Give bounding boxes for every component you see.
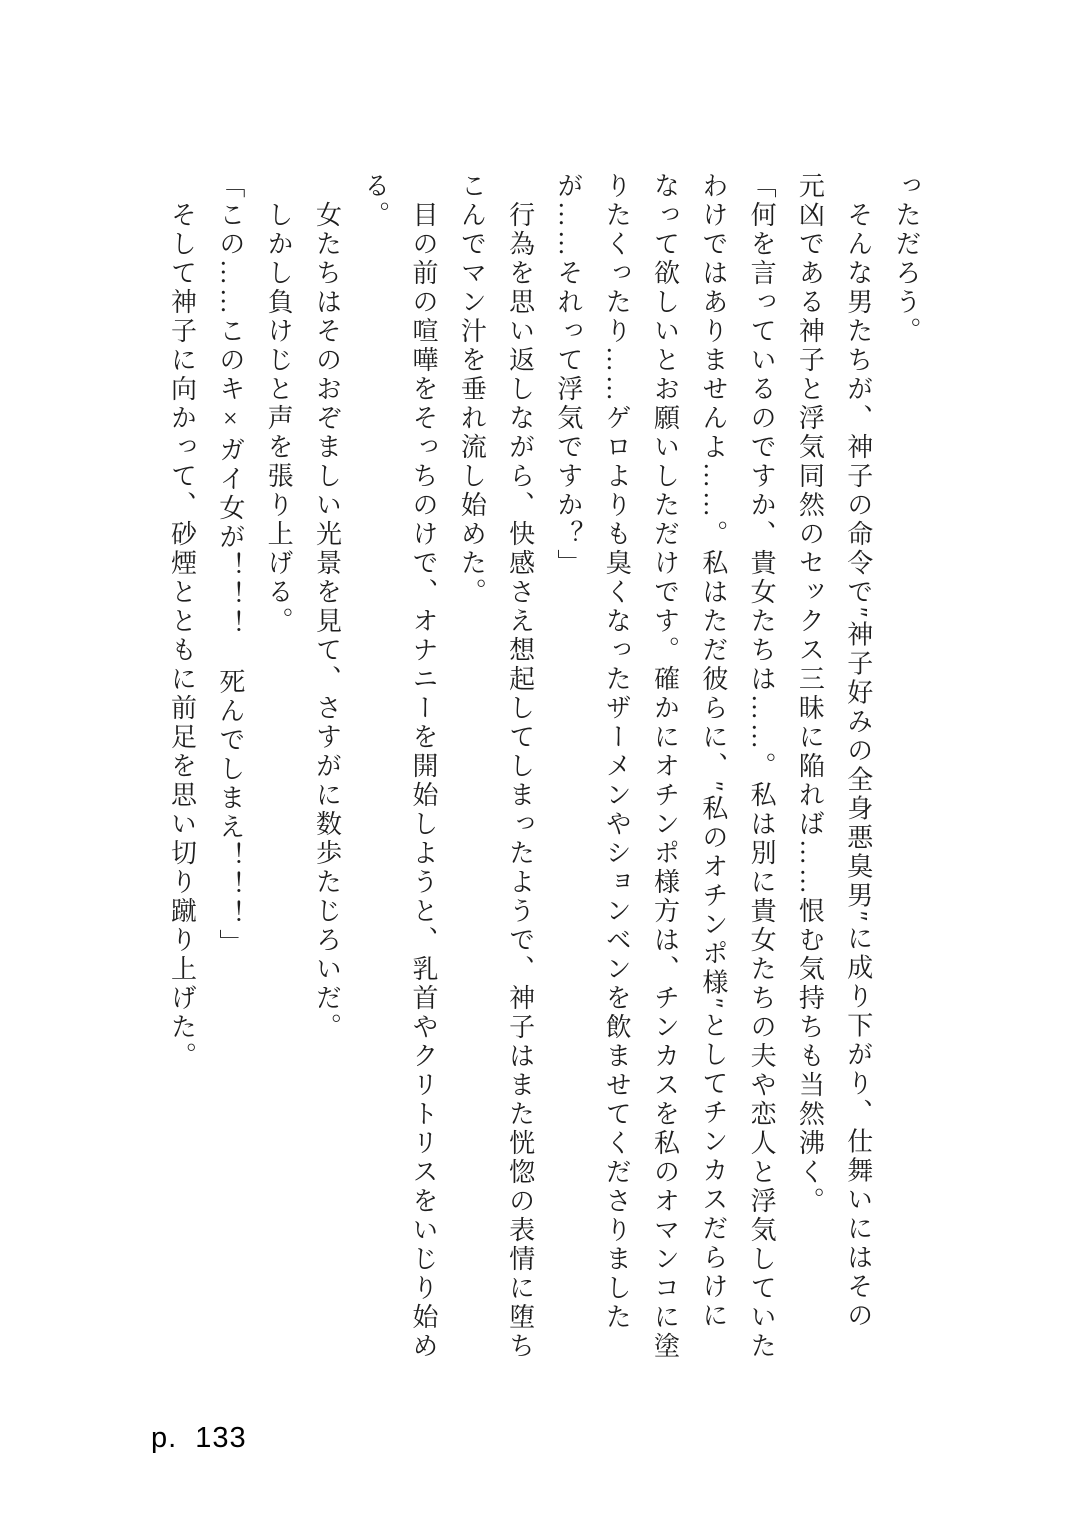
text-column: そして神子に向かって、砂煙とともに前足を思い切り蹴り上げた。: [167, 201, 197, 1071]
text-column: 目の前の喧嘩をそっちのけで、オナニーを開始しようと、乳首やクリトリスをいじり始め: [409, 201, 439, 1361]
text-column: しかし負けじと声を張り上げる。: [264, 201, 294, 636]
text-column: 「この……このキ×ガイ女が！！！ 死んでしまえ！！！」: [215, 172, 245, 958]
text-column: 行為を思い返しながら、快感さえ想起してしまったようで、神子はまた恍惚の表情に堕ち: [505, 201, 535, 1361]
text-column: 「何を言っているのですか、貴女たちは……。私は別に貴女たちの夫や恋人と浮気していた: [747, 172, 777, 1361]
text-column: 女たちはそのおぞましい光景を見て、さすがに数歩たじろいだ。: [312, 201, 342, 1042]
text-column: わけではありませんよ……。私はただ彼らに、″私のオチンポ様″としてチンカスだらけに: [698, 172, 728, 1331]
text-column: りたくったり……ゲロよりも臭くなったザーメンやションベンを飲ませてくださりました: [602, 172, 632, 1332]
text-column: こんでマン汁を垂れ流し始めた。: [457, 172, 487, 607]
text-column: そんな男たちが、神子の命令で″神子好みの全身悪臭男″に成り下がり、仕舞いにはその: [843, 201, 873, 1331]
text-column: っただろう。: [892, 172, 921, 346]
text-column: なって欲しいとお願いしただけです。確かにオチンポ様方は、チンカスを私のオマンコに塗: [650, 172, 680, 1361]
vertical-text-block: [157, 172, 930, 1372]
page-number: p. 133: [151, 1422, 247, 1454]
text-column: 元凶である神子と浮気同然のセックス三昧に陥れば……恨む気持ちも当然沸く。: [795, 172, 825, 1216]
text-column: る。: [360, 172, 390, 230]
text-column: が……それって浮気ですか？」: [553, 172, 583, 578]
